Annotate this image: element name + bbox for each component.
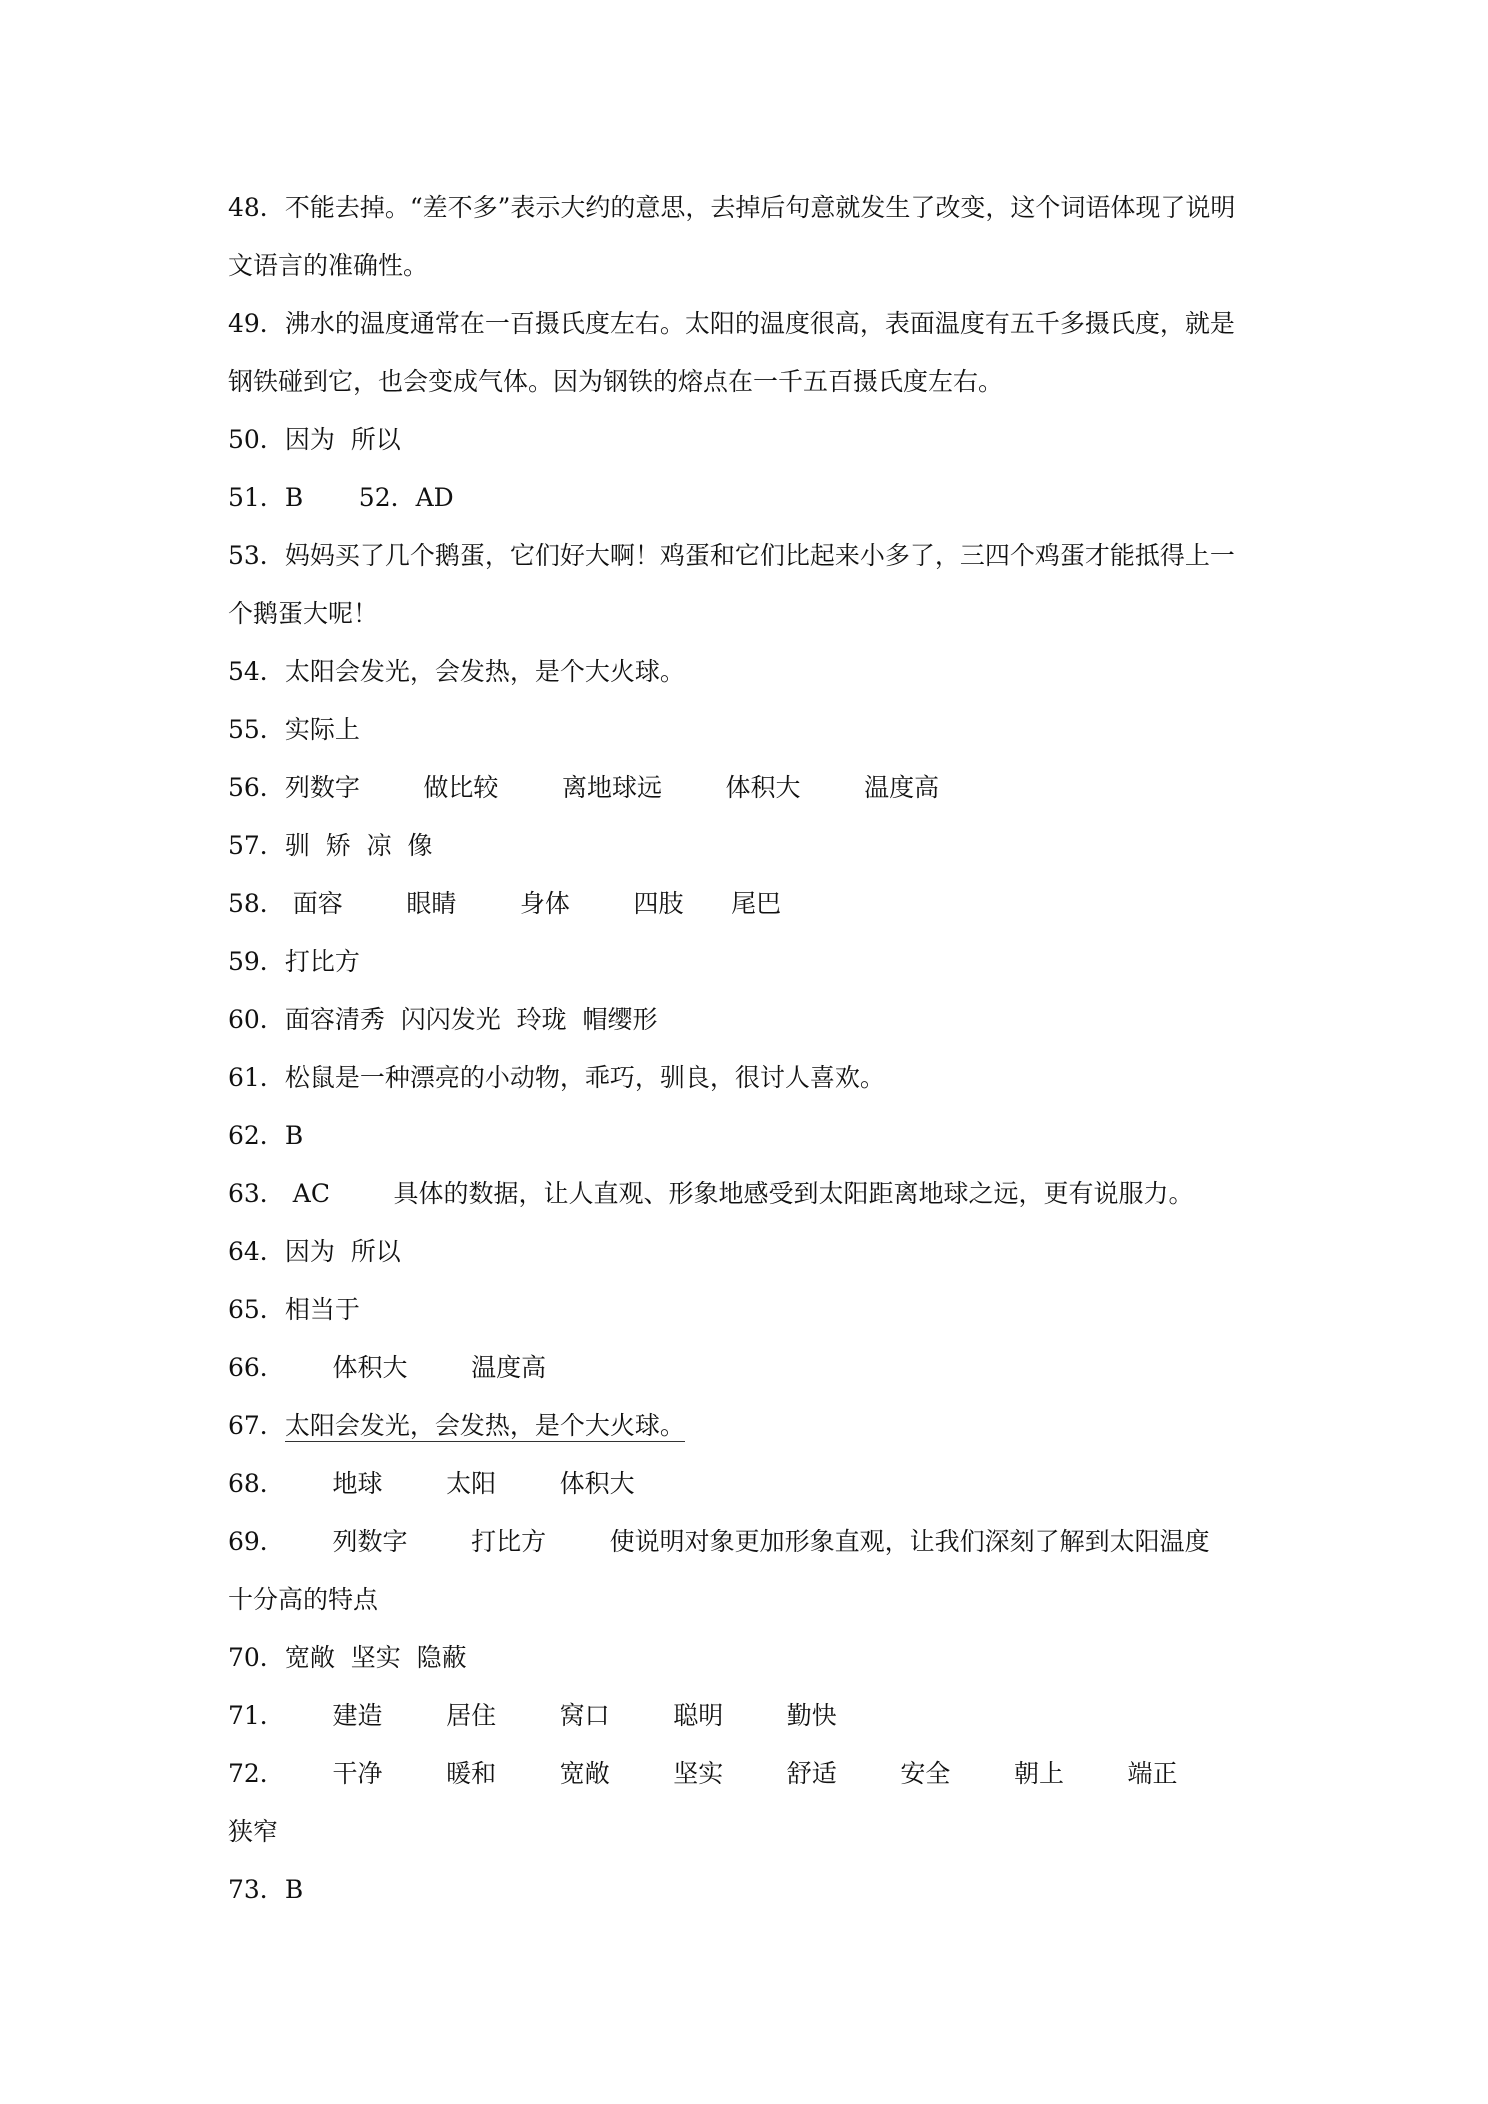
answer-53-continued <box>228 597 378 631</box>
answer-51 <box>228 481 454 515</box>
answer-number: 55． <box>228 715 285 744</box>
answer-68 <box>228 1467 635 1501</box>
answer-number: 67． <box>228 1411 285 1440</box>
answer-text: 狭窄 <box>228 1817 279 1846</box>
answer-text: 面容清秀 闪闪发光 玲珑 帽缨形 <box>284 1005 658 1034</box>
answer-text: AC 具体的数据，让人直观、形象地感受到太阳距离地球之远，更有说服力。 <box>284 1179 1194 1208</box>
answer-number: 70． <box>228 1643 285 1672</box>
answer-55 <box>228 713 360 747</box>
answer-text: 因为 所以 <box>284 425 401 454</box>
answer-58 <box>228 887 781 921</box>
answer-number: 53． <box>228 541 285 570</box>
answer-number: 61． <box>228 1063 285 1092</box>
answer-text: 相当于 <box>284 1295 360 1324</box>
answer-number: 60． <box>228 1005 285 1034</box>
answer-number: 73． <box>228 1875 285 1904</box>
answer-62 <box>228 1119 303 1153</box>
answer-text: B <box>284 1875 304 1904</box>
answer-text: B <box>284 1121 304 1150</box>
answer-text: 不能去掉。“差不多”表示大约的意思，去掉后句意就发生了改变，这个词语体现了说明 <box>284 193 1236 222</box>
answer-73 <box>228 1873 303 1907</box>
answer-72 <box>228 1757 1178 1791</box>
answer-70 <box>228 1641 467 1675</box>
answer-number: 63． <box>228 1179 285 1208</box>
answer-57 <box>228 829 433 863</box>
answer-59 <box>228 945 360 979</box>
answer-number: 66． <box>228 1353 285 1382</box>
answer-number: 72． <box>228 1759 285 1788</box>
answer-text: 文语言的准确性。 <box>228 251 429 280</box>
answer-text: B 52．AD <box>284 483 454 512</box>
underlined-answer-text: 太阳会发光，会发热，是个大火球。 <box>284 1411 685 1440</box>
answer-56 <box>228 771 939 805</box>
answer-number: 59． <box>228 947 285 976</box>
answer-number: 65． <box>228 1295 285 1324</box>
answer-number: 68． <box>228 1469 285 1498</box>
answer-text: 驯 矫 凉 像 <box>284 831 433 860</box>
answer-text: 建造 居住 窝口 聪明 勤快 <box>284 1701 837 1730</box>
answer-text: 实际上 <box>284 715 360 744</box>
answer-text: 沸水的温度通常在一百摄氏度左右。太阳的温度很高，表面温度有五千多摄氏度，就是 <box>284 309 1235 338</box>
answer-text: 打比方 <box>284 947 360 976</box>
answer-66 <box>228 1351 546 1385</box>
answer-text: 宽敞 坚实 隐蔽 <box>284 1643 467 1672</box>
answer-text: 面容 眼睛 身体 四肢 尾巴 <box>284 889 782 918</box>
answer-71 <box>228 1699 837 1733</box>
answer-text: 十分高的特点 <box>228 1585 379 1614</box>
answer-number: 69． <box>228 1527 285 1556</box>
answer-number: 64． <box>228 1237 285 1266</box>
answer-text: 地球 太阳 体积大 <box>284 1469 635 1498</box>
answer-67 <box>228 1409 685 1443</box>
answer-48-continued <box>228 249 428 283</box>
answer-69-continued <box>228 1583 378 1617</box>
answer-61 <box>228 1061 885 1095</box>
answer-69 <box>228 1525 1210 1559</box>
answer-text: 钢铁碰到它，也会变成气体。因为钢铁的熔点在一千五百摄氏度左右。 <box>228 367 1004 396</box>
answer-72-continued <box>228 1815 278 1849</box>
answer-text: 列数字 做比较 离地球远 体积大 温度高 <box>284 773 940 802</box>
answer-54 <box>228 655 685 689</box>
answer-text: 列数字 打比方 使说明对象更加形象直观，让我们深刻了解到太阳温度 <box>284 1527 1210 1556</box>
answer-number: 58． <box>228 889 285 918</box>
answer-number: 50． <box>228 425 285 454</box>
answer-number: 56． <box>228 773 285 802</box>
answer-number: 54． <box>228 657 285 686</box>
answer-49-continued <box>228 365 1003 399</box>
answer-49 <box>228 307 1235 341</box>
answer-text: 妈妈买了几个鹅蛋，它们好大啊！鸡蛋和它们比起来小多了，三四个鸡蛋才能抵得上一 <box>284 541 1235 570</box>
answer-number: 71． <box>228 1701 285 1730</box>
answer-53 <box>228 539 1235 573</box>
answer-63 <box>228 1177 1194 1211</box>
answer-number: 62． <box>228 1121 285 1150</box>
answer-text: 体积大 温度高 <box>284 1353 547 1382</box>
answer-65 <box>228 1293 360 1327</box>
answer-number: 49． <box>228 309 285 338</box>
answer-number: 51． <box>228 483 285 512</box>
answer-64 <box>228 1235 401 1269</box>
answer-48 <box>228 191 1235 225</box>
answer-50 <box>228 423 401 457</box>
answer-text: 太阳会发光，会发热，是个大火球。 <box>284 657 685 686</box>
answer-text: 干净 暖和 宽敞 坚实 舒适 安全 朝上 端正 <box>284 1759 1178 1788</box>
answer-number: 48． <box>228 193 285 222</box>
answer-number: 57． <box>228 831 285 860</box>
answer-text: 因为 所以 <box>284 1237 401 1266</box>
answer-60 <box>228 1003 658 1037</box>
answer-text: 松鼠是一种漂亮的小动物，乖巧，驯良，很讨人喜欢。 <box>284 1063 885 1092</box>
answer-text: 个鹅蛋大呢！ <box>228 599 379 628</box>
